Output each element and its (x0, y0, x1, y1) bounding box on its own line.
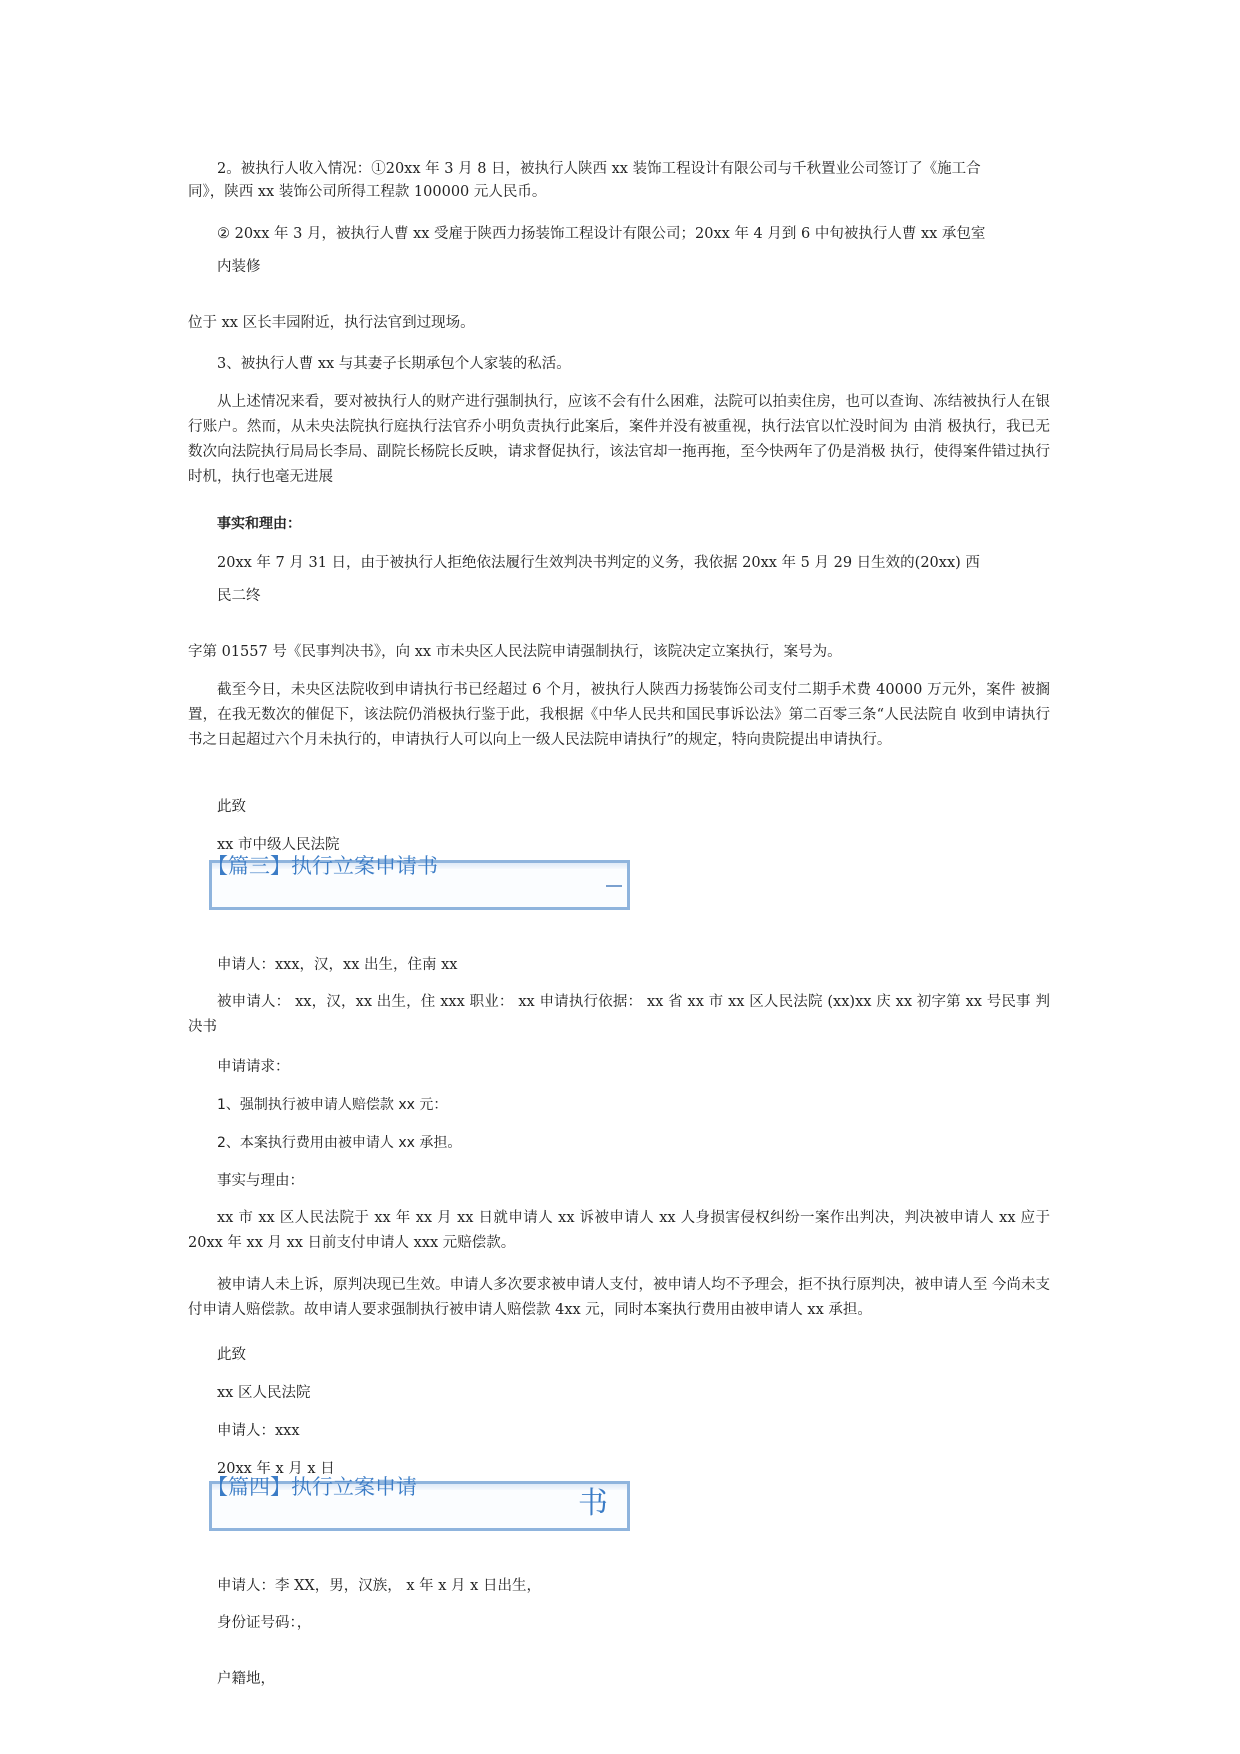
s3-date: 20xx 年 x 月 x 日 (217, 1461, 335, 1477)
s3-facts-label: 事实与理由： (217, 1173, 304, 1189)
paragraph-application-basis: 截至今日，未央区法院收到申请执行书已经超过 6 个月，被执行人陕西力扬装饰公司支付二期手术费 40000 万元外，案件 被搁置，在我无数次的催促下，该法院仍消极执行鉴于此，我根据《中华人民共和国民事诉讼法》第二百零三条“人民法院自 收到申请执行书之日起超过六个月未执行的，申请执行人可以向上一级人民法院申请执行”的规定，特向贵院提出申请执行。 (188, 682, 1050, 748)
s4-applicant: 申请人：李 XX，男，汉族， x 年 x 月 x 日出生， (217, 1578, 541, 1594)
paragraph-judgment-line2: 民二终 (217, 588, 261, 604)
s3-applicant: 申请人：xxx，汉，xx 出生，住南 xx (217, 957, 458, 973)
s3-facts-2: 被申请人未上诉，原判决现已生效。申请人多次要求被申请人支付，被申请人均不予理会，拒不执行原判决，被申请人至 今尚未支付申请人赔偿款。故申请人要求强制执行被申请人赔偿款 4xx 元，同时本案执行费用由被申请人 xx 承担。 (188, 1277, 1050, 1318)
salutation: 此致 (217, 799, 246, 815)
s3-request-2: 2、本案执行费用由被申请人 xx 承担。 (217, 1135, 462, 1151)
paragraph-income-line2: 同》，陕西 xx 装饰公司所得工程款 100000 元人民币。 (188, 184, 547, 200)
s4-id-number: 身份证号码：， (217, 1615, 312, 1631)
paragraph-income-line1: 2。被执行人收入情况：①20xx 年 3 月 8 日，被执行人陕西 xx 装饰工程设计有限公司与千秋置业公司签订了《施工合 (217, 161, 981, 177)
s3-respondent: 被申请人： xx，汉，xx 出生，住 xxx 职业： xx 申请执行依据： xx 省 xx 市 xx 区人民法院 (xx)xx 庆 xx 初字第 xx 号民事 判决书 (188, 994, 1050, 1035)
s4-household: 户籍地， (217, 1671, 275, 1687)
paragraph-employment-line1: ② 20xx 年 3 月，被执行人曹 xx 受雇于陕西力扬装饰工程设计有限公司；20xx 年 4 月到 6 中旬被执行人曹 xx 承包室 (217, 226, 986, 242)
section4-title-tail: 书 (578, 1486, 608, 1521)
paragraph-case-number: 字第 01557 号《民事判决书》，向 xx 市未央区人民法院申请强制执行，该院决定立案执行，案号为。 (188, 644, 842, 660)
s3-facts-1: xx 市 xx 区人民法院于 xx 年 xx 月 xx 日就申请人 xx 诉被申请人 xx 人身损害侵权纠纷一案作出判决，判决被申请人 xx 应于 20xx 年 xx 月 xx 日前支付申请人 xxx 元赔偿款。 (188, 1210, 1050, 1251)
paragraph-judgment-line1: 20xx 年 7 月 31 日，由于被执行人拒绝依法履行生效判决书判定的义务，我依据 20xx 年 5 月 29 日生效的(20xx) 西 (217, 555, 980, 571)
paragraph-employment-line2: 内装修 (217, 259, 261, 275)
s3-request-label: 申请请求： (217, 1059, 290, 1075)
section3-title: 【篇三】执行立案申请书 (207, 854, 438, 878)
minus-icon (606, 885, 622, 887)
s3-court: xx 区人民法院 (217, 1385, 311, 1401)
s3-request-1: 1、强制执行被申请人赔偿款 xx 元： (217, 1097, 448, 1113)
court-name: xx 市中级人民法院 (217, 837, 340, 853)
paragraph-location: 位于 xx 区长丰园附近，执行法官到过现场。 (188, 315, 475, 331)
paragraph-enforcement-delay: 从上述情况来看，要对被执行人的财产进行强制执行，应该不会有什么困难，法院可以拍卖住房，也可以查询、冻结被执行人在银行账户。然而，从未央法院执行庭执行法官乔小明负责执行此案后，案件并没有被重视，执行法官以忙没时间为 由消 极执行，我已无数次向法院执行局局长李局、副院长杨院长反映，请求督促执行，该法官却一拖再拖，至今快两年了仍是消极 执行，使得案件错过执行时机，执行也毫无进展 (188, 394, 1050, 485)
paragraph-side-jobs: 3、被执行人曹 xx 与其妻子长期承包个人家装的私活。 (217, 356, 571, 372)
s3-salutation: 此致 (217, 1347, 246, 1363)
heading-facts-reasons: 事实和理由： (217, 516, 301, 532)
s3-signer: 申请人：xxx (217, 1423, 300, 1439)
section4-title: 【篇四】执行立案申请 (207, 1475, 417, 1499)
